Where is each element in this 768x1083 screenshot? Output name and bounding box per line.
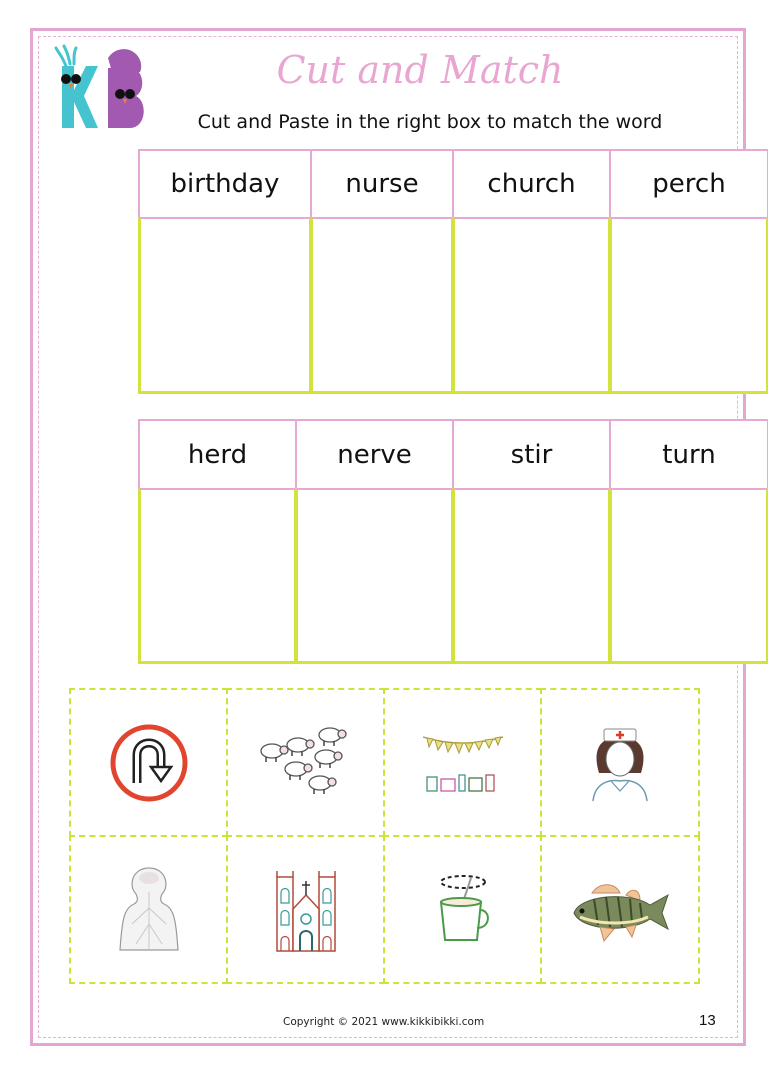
kikkibikki-logo-icon — [52, 44, 152, 134]
nervous-system-body-icon — [114, 864, 184, 956]
table1-header-nurse: nurse — [310, 149, 454, 219]
match-table-1 — [69, 149, 726, 394]
paste-box-nurse[interactable] — [310, 217, 454, 394]
table1-header-perch: perch — [609, 149, 768, 219]
paste-box-perch[interactable] — [609, 217, 768, 394]
stirring-cup-icon — [433, 874, 493, 946]
nurse-icon — [585, 723, 655, 803]
table1-header-church: church — [452, 149, 611, 219]
birthday-bunting-gifts-icon — [421, 727, 505, 799]
cutout-picture-grid — [69, 688, 700, 984]
cutout-turn[interactable] — [69, 688, 228, 837]
paste-box-birthday[interactable] — [138, 217, 312, 394]
u-turn-sign-icon — [107, 721, 191, 805]
paste-box-stir[interactable] — [452, 488, 611, 664]
paste-box-turn[interactable] — [609, 488, 768, 664]
worksheet-instruction: Cut and Paste in the right box to match the word — [197, 111, 663, 133]
cutout-nurse[interactable] — [540, 688, 700, 837]
cutout-birthday[interactable] — [383, 688, 542, 837]
church-icon — [273, 867, 339, 953]
cutout-perch[interactable] — [540, 835, 700, 984]
cutout-church[interactable] — [226, 835, 385, 984]
table2-header-stir: stir — [452, 419, 611, 490]
page-number: 13 — [699, 1012, 716, 1029]
table2-header-turn: turn — [609, 419, 768, 490]
table1-header-birthday: birthday — [138, 149, 312, 219]
copyright-text: Copyright © 2021 www.kikkibikki.com — [283, 1016, 485, 1028]
sheep-herd-icon — [258, 723, 354, 803]
table2-header-nerve: nerve — [295, 419, 454, 490]
table2-header-herd: herd — [138, 419, 297, 490]
paste-box-herd[interactable] — [138, 488, 297, 664]
perch-fish-icon — [570, 877, 670, 943]
paste-box-nerve[interactable] — [295, 488, 454, 664]
cutout-nerve[interactable] — [69, 835, 228, 984]
worksheet-title: Cut and Match — [276, 48, 564, 92]
cutout-herd[interactable] — [226, 688, 385, 837]
cutout-stir[interactable] — [383, 835, 542, 984]
match-table-2 — [69, 419, 716, 664]
paste-box-church[interactable] — [452, 217, 611, 394]
